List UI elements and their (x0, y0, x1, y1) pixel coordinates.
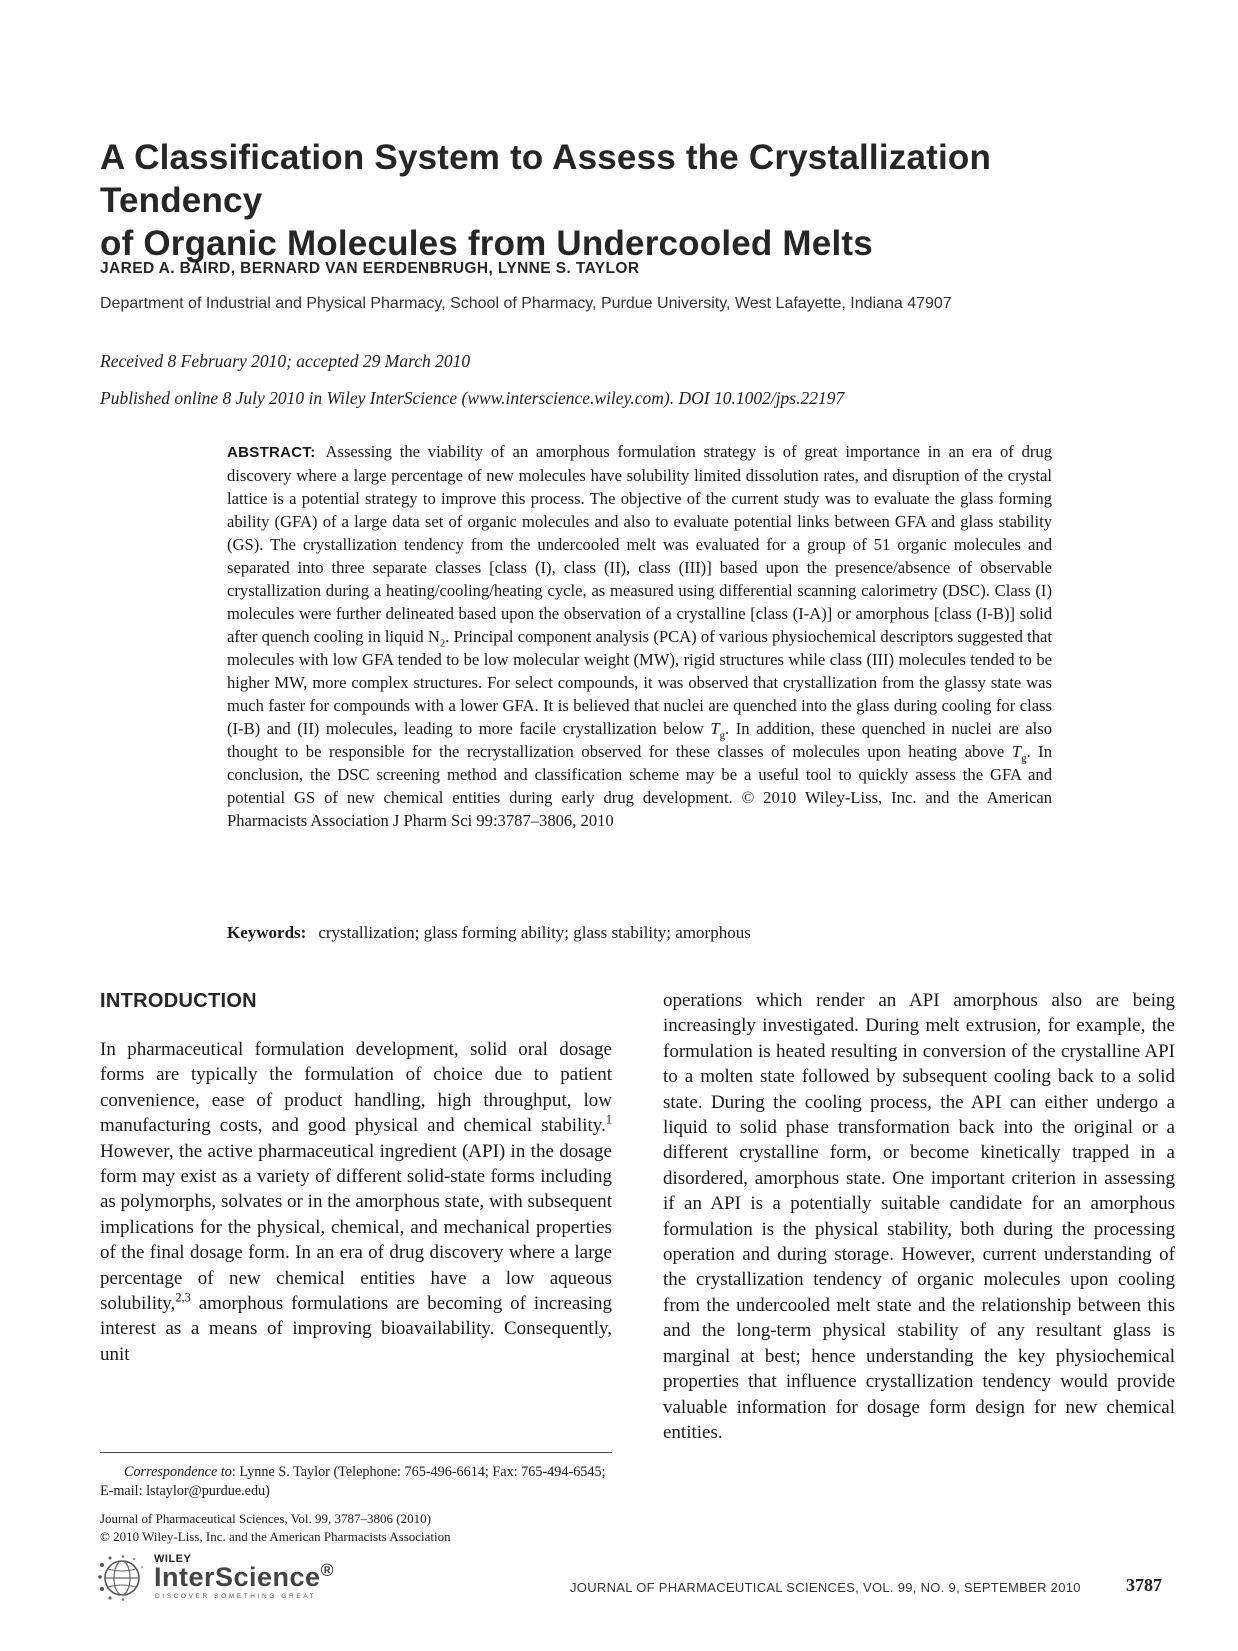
journal-info (100, 1510, 612, 1546)
publisher-name: WILEY (154, 1553, 192, 1565)
keywords (227, 921, 1052, 944)
tg-symbol: T (710, 719, 720, 738)
logo-wordmark (154, 1562, 334, 1593)
received-date: Received 8 February 2010; accepted 29 March 2010 (100, 351, 471, 371)
subscript: g (719, 729, 725, 742)
page-number: 3787 (1126, 1575, 1162, 1595)
abstract-label: ABSTRACT: (227, 444, 316, 461)
section-heading: INTRODUCTION (100, 990, 257, 1012)
subscript: g (1021, 752, 1027, 765)
running-footer: JOURNAL OF PHARMACEUTICAL SCIENCES, VOL. 99, NO. 9, SEPTEMBER 2010 (570, 1580, 1081, 1595)
abstract-text: . In addition, these quenched in nuclei are also thought to be responsible for the recrystallization observed for these classes of molecules upon heating above (227, 719, 1052, 761)
correspondence-note (100, 1463, 612, 1501)
body-text: However, the active pharmaceutical ingredient (API) in the dosage form may exist as a variety of different solid-state forms including as polymorphs, solvates or in the amorphous state, with subsequent implications for the physical, chemical, and mechanical properties of the final dosage form. In an era of drug discovery where a large percentage of new chemical entities have a low aqueous solubility, (100, 1140, 612, 1315)
footnote-divider (100, 1452, 612, 1453)
logo-name-text: InterScience (154, 1562, 321, 1592)
publication-info: Published online 8 July 2010 in Wiley InterScience (www.interscience.wiley.com). DOI 10.1002/jps.22197 (100, 388, 845, 408)
tg-symbol: T (1011, 742, 1022, 761)
body-text: In pharmaceutical formulation development, solid oral dosage forms are typically the formulation of choice due to patient convenience, ease of product handling, high throughput, low manufacturing costs, and good physical and chemical stability. (100, 1039, 612, 1137)
registered-mark: ® (320, 1560, 334, 1580)
abstract (227, 440, 1052, 832)
subscript: 2 (439, 637, 446, 650)
correspondence-label: Correspondence to (124, 1464, 232, 1480)
affiliation: Department of Industrial and Physical Pharmacy, School of Pharmacy, Purdue University, West Lafayette, Indiana 47907 (100, 295, 952, 312)
author-list: JARED A. BAIRD, BERNARD VAN EERDENBRUGH, LYNNE S. TAYLOR (100, 260, 640, 277)
journal-citation: Journal of Pharmaceutical Sciences, Vol. 99, 3787–3806 (2010) (100, 1511, 431, 1526)
citation-ref: 1 (605, 1112, 612, 1127)
title-line: of Organic Molecules from Undercooled Melts (100, 224, 873, 263)
interscience-globe-icon (98, 1555, 146, 1601)
correspondence-text: : Lynne S. Taylor (Telephone: 765-496-6614; Fax: 765-494-6545; E-mail: lstaylor@purdue.edu) (100, 1464, 606, 1499)
title-line: A Classification System to Assess the Crystallization Tendency (100, 138, 992, 220)
interscience-logo (98, 1553, 338, 1601)
abstract-text: . Principal component analysis (PCA) of various physiochemical descriptors suggested that molecules with low GFA tended to be low molecular weight (MW), rigid structures while class (III) molecules tended to be higher MW, more complex structures. For select compounds, it was observed that crystallization from the glassy state was much faster for compounds with a lower GFA. It is believed that nuclei are quenched into the glass during cooling for class (I-B) and (II) molecules, leading to more facile crystallization below (227, 627, 1053, 738)
body-column-left (100, 1037, 612, 1367)
keywords-text: crystallization; glass forming ability; glass stability; amorphous (318, 923, 751, 942)
abstract-text: . In conclusion, the DSC screening method and classification scheme may be a useful tool to quickly assess the GFA and potential GS of new chemical entities during early drug development. © 2010 Wiley-Liss, Inc. and the American Pharmacists Association J Pharm Sci 99:3787–3806, 2010 (227, 742, 1053, 830)
copyright-line: © 2010 Wiley-Liss, Inc. and the American Pharmacists Association (100, 1529, 451, 1544)
body-column-right: operations which render an API amorphous also are being increasingly investigated. During melt extrusion, for example, the formulation is heated resulting in conversion of the crystalline API to a molten state followed by subsequent cooling back to a solid state. During the cooling process, the API can either undergo a liquid to solid phase transformation back into the original or a different crystalline form, or become kinetically trapped in a disordered, amorphous state. One important criterion in assessing if an API is a potentially suitable candidate for an amorphous formulation is the physical stability, both during the processing operation and during storage. However, current understanding of the crystallization tendency of organic molecules upon cooling from the undercooled melt state and the relationship between this and the long-term physical stability of any resultant glass is marginal at best; hence understanding the key physiochemical properties that influence crystallization tendency would provide valuable information for dosage form design for new chemical entities. (663, 990, 1175, 1443)
keywords-label: Keywords: (227, 923, 307, 942)
logo-tagline: DISCOVER SOMETHING GREAT (155, 1593, 317, 1600)
citation-ref: 2,3 (175, 1290, 191, 1305)
article-title (100, 136, 1160, 265)
abstract-text: Assessing the viability of an amorphous formulation strategy is of great importance in an era of drug discovery where a large percentage of new molecules have solubility limited dissolution rates, and disruption of the crystal lattice is a potential strategy to improve this process. The objective of the current study was to evaluate the glass forming ability (GFA) of a large data set of organic molecules and also to evaluate potential links between GFA and glass stability (GS). The crystallization tendency from the undercooled melt was evaluated for a group of 51 organic molecules and separated into three separate classes [class (I), class (II), class (III)] based upon the presence/absence of observable crystallization during a heating/cooling/heating cycle, as measured using differential scanning calorimetry (DSC). Class (I) molecules were further delineated based upon the observation of a crystalline [class (I-A)] or amorphous [class (I-B)] solid after quench cooling in liquid N (227, 442, 1052, 646)
body-text: amorphous formulations are becoming of increasing interest as a means of improving bioavailability. Consequently, unit (100, 1293, 612, 1365)
